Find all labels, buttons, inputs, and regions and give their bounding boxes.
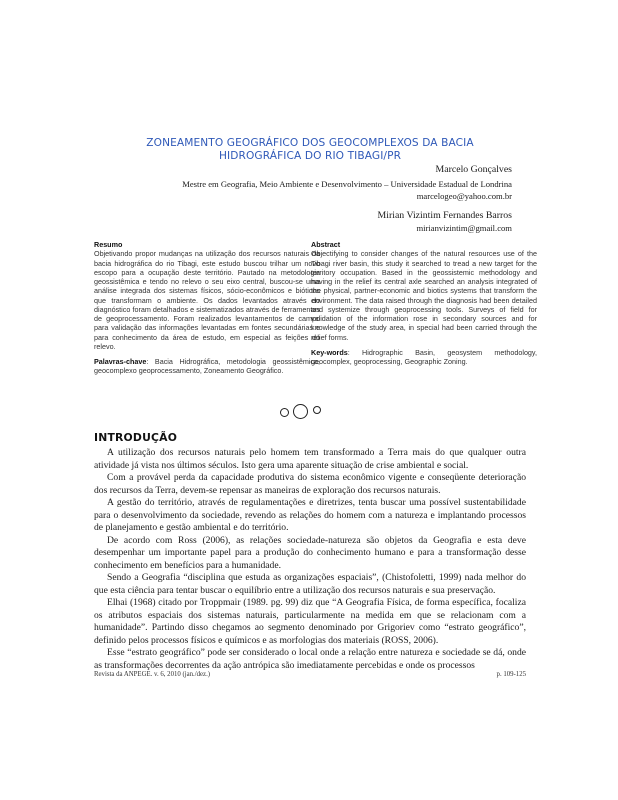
page-range: p. 109-125 [496, 671, 526, 678]
intro-paragraph: Esse “estrato geográfico” pode ser considerado o local onde a relação entre natureza e sociedade se dá, onde as transformações decorrentes da ação antrópica são imediatamente percebidas e onde os processos [94, 647, 526, 671]
key-words [311, 348, 537, 367]
resumo-text: Objetivando propor mudanças na utilização dos recursos naturais da bacia hidrográfica do rio Tibagi, este estudo buscou trilhar um novo escopo para a ocupação deste território. Pautado na metodologia geossistêmica e tendo no relevo o seu eixo central, buscou-se uma análise integrada dos sistemas físicos, sócio-econômicos e bióticos que transformam o ambiente. Os dados levantados através do diagnóstico foram detalhados e sistematizados através de ferramentas de geoprocessamento. Foram realizados levantamentos de campo para validação das informações levantadas em fontes secundárias e para conhecimento da área de estudo, em especial as feições do relevo. [94, 249, 320, 351]
ornament-large-circle [293, 404, 308, 419]
title-line-1: ZONEAMENTO GEOGRÁFICO DOS GEOCOMPLEXOS DA BACIA [146, 137, 474, 149]
article-title [90, 137, 530, 163]
palavras-chave-label: Palavras-chave [94, 357, 147, 366]
intro-paragraph: De acordo com Ross (2006), as relações sociedade-natureza são objetos da Geografia e esta deve desempenhar um importante papel para a produção do conhecimento humano e para a transformação desse conhecimento em benefícios para a humanidade. [94, 534, 526, 571]
key-words-label: Key-words [311, 347, 348, 357]
ornament-small-circle-right [313, 406, 321, 414]
abstract-heading: Abstract [311, 240, 341, 249]
palavras-chave [94, 357, 320, 376]
intro-paragraph: Elhai (1968) citado por Troppmair (1989. pg. 99) diz que “A Geografia Física, de forma específica, focaliza os atributos espaciais dos sistemas naturais, particularmente na medida em que se relacionam com a humanidade”. Partindo disso chegamos ao segmento denominado por Grigoriev como “estrato geográfico”, definido pelos processos físicos e químicos e as morfologias dos materiais (ROSS, 2006). [94, 597, 526, 646]
author-1-name: Marcelo Gonçalves [435, 164, 512, 175]
abstract-text: Objectifying to consider changes of the natural resources use of the Tibagi river basin, this study it searched to tread a new target for the territory occupation. Based in the geossistemic methodology and having in the relief its central axle searched an analysis integrated of the physical, partner-economic and biotics systems that transform the environment. The data raised through the diagnosis had been detailed and systemize through geoprocessing tools. Surveys of field for validation of the information rose in secondary sources and for knowledge of the study area, in special had been carried through the relief forms. [311, 249, 537, 342]
resumo-section [94, 240, 320, 376]
intro-paragraph: A gestão do território, através de regulamentações e diretrizes, tenta buscar uma possível sustentabilidade para o desenvolvimento da sociedade, revendo as relações do homem com a natureza e implantando processos de planejamento e gestão ambiental e do território. [94, 497, 526, 533]
introducao-body [94, 447, 526, 672]
section-divider-ornament [278, 403, 324, 421]
resumo-heading: Resumo [94, 240, 123, 249]
title-line-2: HIDROGRÁFICA DO RIO TIBAGI/PR [218, 150, 402, 162]
journal-footer: Revista da ANPEGE. v. 6, 2010 (jan./dez.) [94, 671, 211, 678]
introducao-heading: INTRODUÇÃO [94, 431, 178, 444]
abstract-section [311, 240, 537, 366]
intro-paragraph: Sendo a Geografia “disciplina que estuda as organizações espaciais”, (Chistofoletti, 1999) nada melhor do que esta ciência para tentar buscar o equilíbrio entre a utilização dos recursos naturais e sua preservação. [94, 572, 526, 596]
author-1-email: marcelogeo@yahoo.com.br [416, 191, 512, 201]
intro-paragraph: A utilização dos recursos naturais pelo homem tem transformado a Terra mais do que qualquer outra atividade já vista nos últimos séculos. Isto gera uma aparente situação de crise ambiental e social. [94, 447, 526, 471]
author-1-affiliation: Mestre em Geografia, Meio Ambiente e Desenvolvimento – Universidade Estadual de Londrina [182, 179, 512, 189]
key-words-text: : Hidrographic Basin, geosystem methodology, geocomplex, geoprocessing, Geographic Zoning. [311, 347, 537, 366]
author-2-name: Mirian Vizintim Fernandes Barros [377, 210, 512, 221]
ornament-small-circle-left [280, 408, 289, 417]
intro-paragraph: Com a provável perda da capacidade produtiva do sistema econômico vigente e conseqüente deterioração dos recursos da Terra, devem-se repensar as maneiras de exploração dos recursos naturais. [94, 472, 526, 496]
palavras-chave-text: : Bacia Hidrográfica, metodologia geossistêmica, geocomplexo geoprocessamento, Zoneamento Geográfico. [94, 357, 320, 376]
author-2-email: mirianvizintim@gmail.com [416, 223, 512, 233]
